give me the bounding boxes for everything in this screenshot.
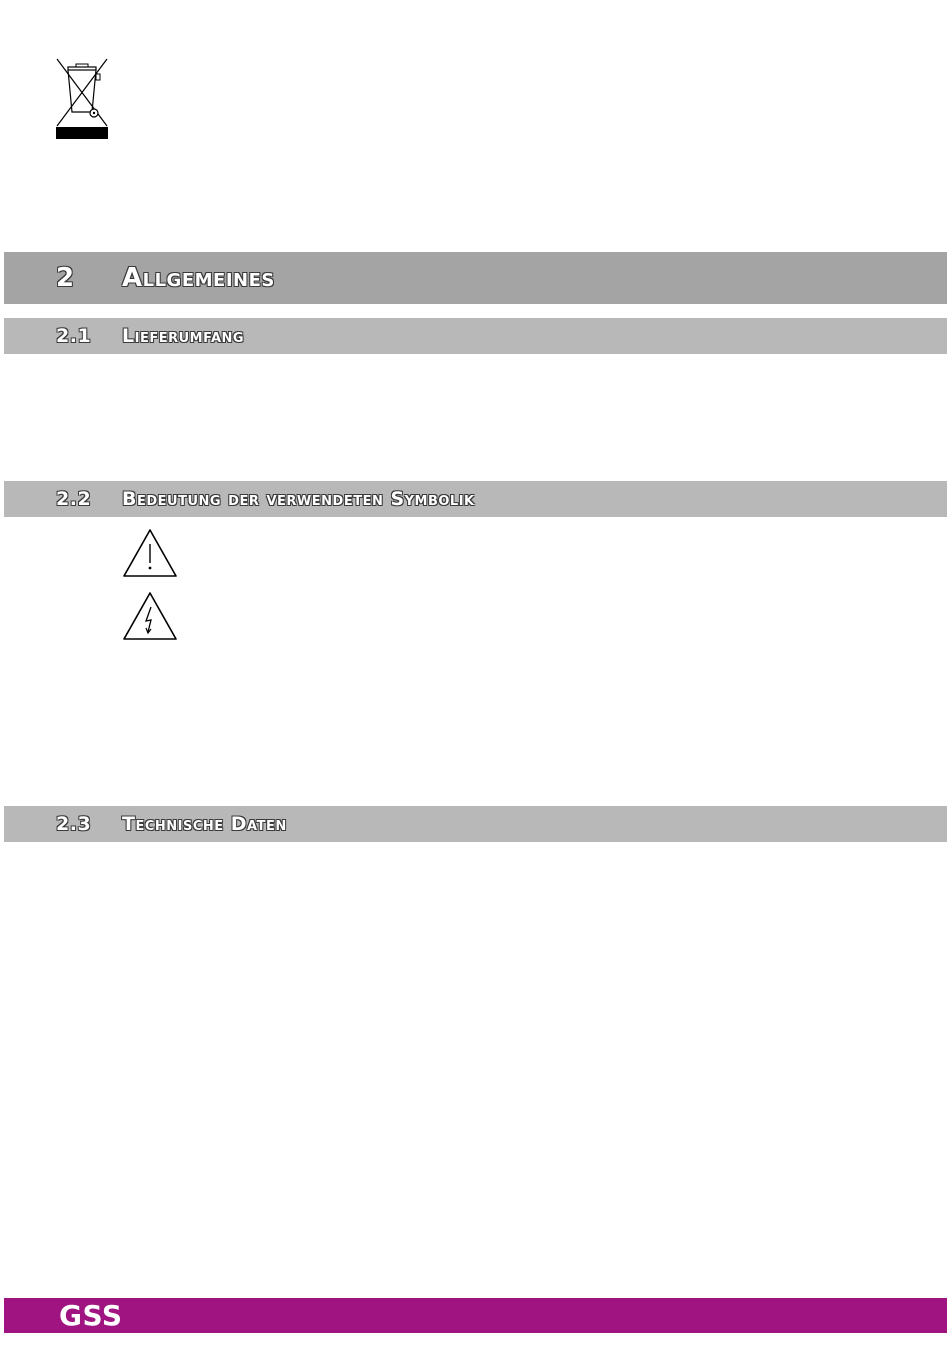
gss-logo: GSS bbox=[59, 1299, 123, 1332]
section-number: 2.2 bbox=[56, 488, 92, 510]
section-heading-2-1 bbox=[4, 318, 947, 354]
warning-exclamation-icon bbox=[121, 527, 179, 579]
section-title: Lieferumfang bbox=[122, 325, 245, 347]
high-voltage-icon bbox=[121, 590, 179, 642]
section-title: Technische Daten bbox=[122, 813, 287, 835]
crossed-out-wheelie-bin-icon bbox=[54, 56, 110, 140]
footer-bar bbox=[4, 1298, 947, 1333]
section-title: Allgemeines bbox=[122, 263, 275, 293]
section-heading-2 bbox=[4, 252, 947, 304]
section-heading-2-3 bbox=[4, 806, 947, 842]
section-number: 2 bbox=[56, 263, 75, 293]
section-title: Bedeutung der verwendeten Symbolik bbox=[122, 488, 475, 510]
section-heading-2-2 bbox=[4, 481, 947, 517]
section-number: 2.3 bbox=[56, 813, 92, 835]
section-number: 2.1 bbox=[56, 325, 92, 347]
